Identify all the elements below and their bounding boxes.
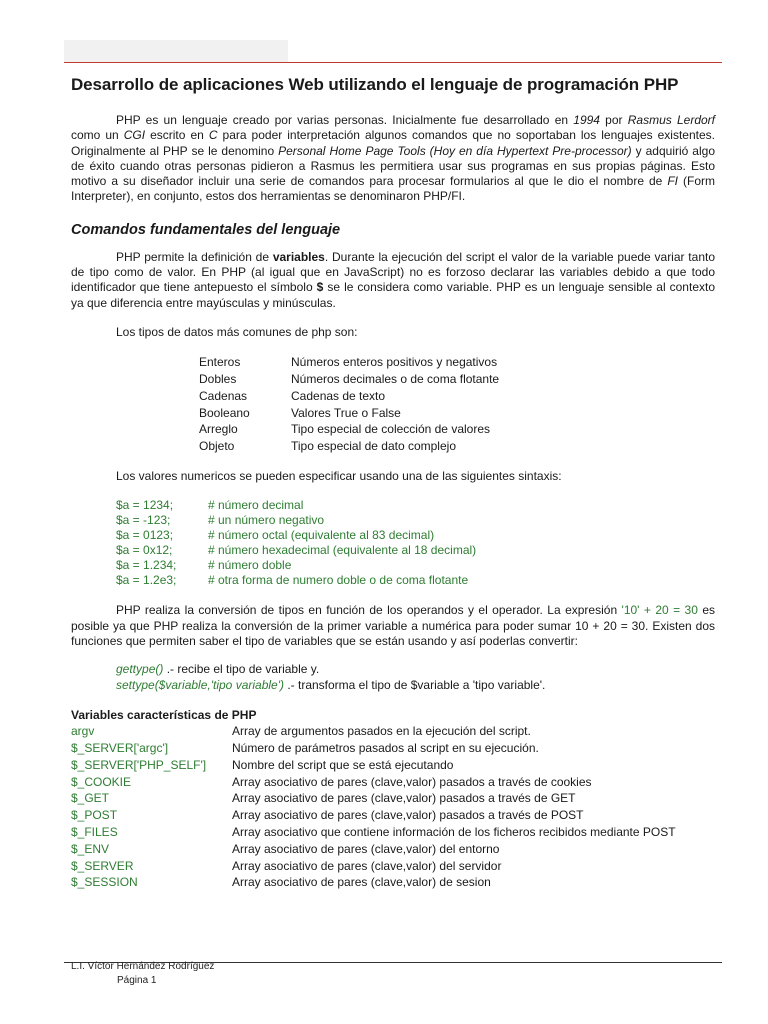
code-comment: # otra forma de numero doble o de coma flotante <box>208 573 469 588</box>
header-band <box>64 40 288 62</box>
php-var-name: argv <box>71 724 95 739</box>
function-name: settype($variable,'tipo variable') <box>116 677 284 692</box>
php-var-row <box>71 874 715 891</box>
data-type-name: Cadenas <box>199 388 248 403</box>
php-var-description: Array asociativo que contiene información de los ficheros recibidos mediante POST <box>232 825 676 840</box>
code-statement: $a = 0123; <box>116 528 174 543</box>
variables-paragraph: PHP permite la definición de variables. Durante la ejecución del script el valor de la variable puede variar tanto de tipo como de valor. En PHP (al igual que en JavaScript) no es forzoso declarar las variables debido a que todo identificador que tiene antepuesto el símbolo $ se le considera como variable. PHP es un lenguaje sensible al contexto ya que diferencia entre mayúsculas y minúsculas. <box>71 249 716 310</box>
code-example-row <box>116 543 715 558</box>
inline-emphasis: Rasmus Lerdorf <box>627 113 715 127</box>
data-type-description: Valores True o False <box>291 405 401 420</box>
php-var-name: $_SESSION <box>71 875 138 890</box>
php-var-row <box>71 723 715 740</box>
conversion-paragraph: PHP realiza la conversión de tipos en función de los operandos y el operador. La expresión '10' + 20 = 30 es posible ya que PHP realiza la conversión de la primer variable a numérica para poder sumar 10 + 20 = 30. Existen dos funciones que permiten saber el tipo de variables que se están usando y así poderlas convertir: <box>71 603 715 648</box>
php-var-description: Array asociativo de pares (clave,valor) del entorno <box>232 841 500 856</box>
code-comment: # número octal (equivalente al 83 decimal) <box>208 528 435 543</box>
data-type-name: Enteros <box>199 355 241 370</box>
intro-paragraph: PHP es un lenguaje creado por varias personas. Inicialmente fue desarrollado en 1994 por Rasmus Lerdorf como un CGI escrito en C para poder interpretación algunos comandos que no soportaban los lenguajes existentes. Originalmente al PHP se le denomino Personal Home Page Tools (Hoy en día Hypertext Pre-processor) y adquirió algo de éxito cuando otras personas pidieron a Rasmus les permitiera usar sus programas en sus propias páginas. Esto motivo a su diseñador incluir una serie de comandos para procesar formularios al que le dio el nombre de FI (Form Interpreter), en conjunto, estos dos herramientas se denominaron PHP/FI. <box>71 113 715 204</box>
php-var-row <box>71 824 715 841</box>
footer-author: L.I. Víctor Hernández Rodríguez <box>71 961 215 972</box>
inline-emphasis: variables <box>272 249 325 264</box>
php-var-name: $_SERVER['PHP_SELF'] <box>71 757 207 772</box>
code-example-row <box>116 573 715 588</box>
php-var-name: $_COOKIE <box>71 774 132 789</box>
function-description: .- recibe el tipo de variable y. <box>163 662 320 677</box>
inline-emphasis: CGI <box>123 128 146 143</box>
code-statement: $a = 1234; <box>116 498 174 513</box>
php-var-row <box>71 841 715 858</box>
php-var-description: Array asociativo de pares (clave,valor) pasados a través de POST <box>232 808 584 823</box>
inline-emphasis: 1994 <box>573 113 600 127</box>
php-var-row <box>71 790 715 807</box>
inline-emphasis: FI <box>667 174 679 189</box>
php-var-row <box>71 740 715 757</box>
inline-emphasis: '10' + 20 = 30 <box>621 603 698 618</box>
function-row <box>116 678 715 694</box>
vars-heading: Variables características de PHP <box>71 708 257 723</box>
data-type-row <box>199 421 715 438</box>
syntax-intro: Los valores numericos se pueden especificar usando una de las siguientes sintaxis: <box>116 469 562 484</box>
code-example-row <box>116 513 715 528</box>
data-type-name: Booleano <box>199 405 250 420</box>
php-var-row <box>71 807 715 824</box>
php-var-row <box>71 774 715 791</box>
data-type-name: Dobles <box>199 372 237 387</box>
code-examples <box>116 498 715 588</box>
code-example-row <box>116 498 715 513</box>
data-type-description: Números enteros positivos y negativos <box>291 355 498 370</box>
data-type-name: Arreglo <box>199 422 238 437</box>
php-var-description: Array asociativo de pares (clave,valor) pasados a través de cookies <box>232 774 592 789</box>
code-statement: $a = 1.2e3; <box>116 573 177 588</box>
function-name: gettype() <box>116 662 164 677</box>
footer-page-number: Página 1 <box>117 975 157 986</box>
document-page <box>71 74 715 891</box>
code-example-row <box>116 528 715 543</box>
php-var-description: Array de argumentos pasados en la ejecución del script. <box>232 724 531 739</box>
data-type-row <box>199 405 715 422</box>
php-var-description: Array asociativo de pares (clave,valor) del servidor <box>232 858 502 873</box>
functions-list <box>71 662 715 693</box>
php-var-description: Array asociativo de pares (clave,valor) de sesion <box>232 875 491 890</box>
header-rule <box>64 62 722 63</box>
data-type-row <box>199 371 715 388</box>
code-example-row <box>116 558 715 573</box>
code-statement: $a = -123; <box>116 513 171 528</box>
types-intro: Los tipos de datos más comunes de php son: <box>116 324 358 339</box>
data-types-list <box>199 354 715 455</box>
function-description: .- transforma el tipo de $variable a 'tipo variable'. <box>284 677 546 692</box>
inline-emphasis: Personal Home Page Tools (Hoy en día Hypertext Pre-processor) <box>278 143 632 158</box>
data-type-description: Tipo especial de dato complejo <box>291 439 456 454</box>
data-type-row <box>199 388 715 405</box>
php-var-description: Número de parámetros pasados al script en su ejecución. <box>232 741 539 756</box>
code-statement: $a = 0x12; <box>116 543 173 558</box>
code-comment: # número decimal <box>208 498 304 513</box>
php-var-name: $_FILES <box>71 825 118 840</box>
function-row <box>116 662 715 678</box>
inline-emphasis: C <box>208 128 218 143</box>
code-statement: $a = 1.234; <box>116 558 177 573</box>
data-type-description: Cadenas de texto <box>291 388 386 403</box>
code-comment: # número hexadecimal (equivalente al 18 decimal) <box>208 543 477 558</box>
document-title: Desarrollo de aplicaciones Web utilizando el lenguaje de programación PHP <box>71 75 679 94</box>
inline-emphasis: $ <box>316 280 324 295</box>
php-var-name: $_POST <box>71 808 118 823</box>
php-var-name: $_ENV <box>71 841 110 856</box>
data-type-name: Objeto <box>199 439 235 454</box>
php-vars-table <box>71 723 715 891</box>
php-var-name: $_SERVER['argc'] <box>71 741 169 756</box>
php-var-description: Array asociativo de pares (clave,valor) pasados a través de GET <box>232 791 576 806</box>
data-type-row <box>199 354 715 371</box>
code-comment: # un número negativo <box>208 513 325 528</box>
php-var-name: $_GET <box>71 791 110 806</box>
php-var-name: $_SERVER <box>71 858 134 873</box>
php-var-description: Nombre del script que se está ejecutando <box>232 757 454 772</box>
section-heading: Comandos fundamentales del lenguaje <box>71 221 341 238</box>
code-comment: # número doble <box>208 558 292 573</box>
php-var-row <box>71 858 715 875</box>
php-var-row <box>71 757 715 774</box>
data-type-row <box>199 438 715 455</box>
data-type-description: Tipo especial de colección de valores <box>291 422 491 437</box>
data-type-description: Números decimales o de coma flotante <box>291 372 500 387</box>
